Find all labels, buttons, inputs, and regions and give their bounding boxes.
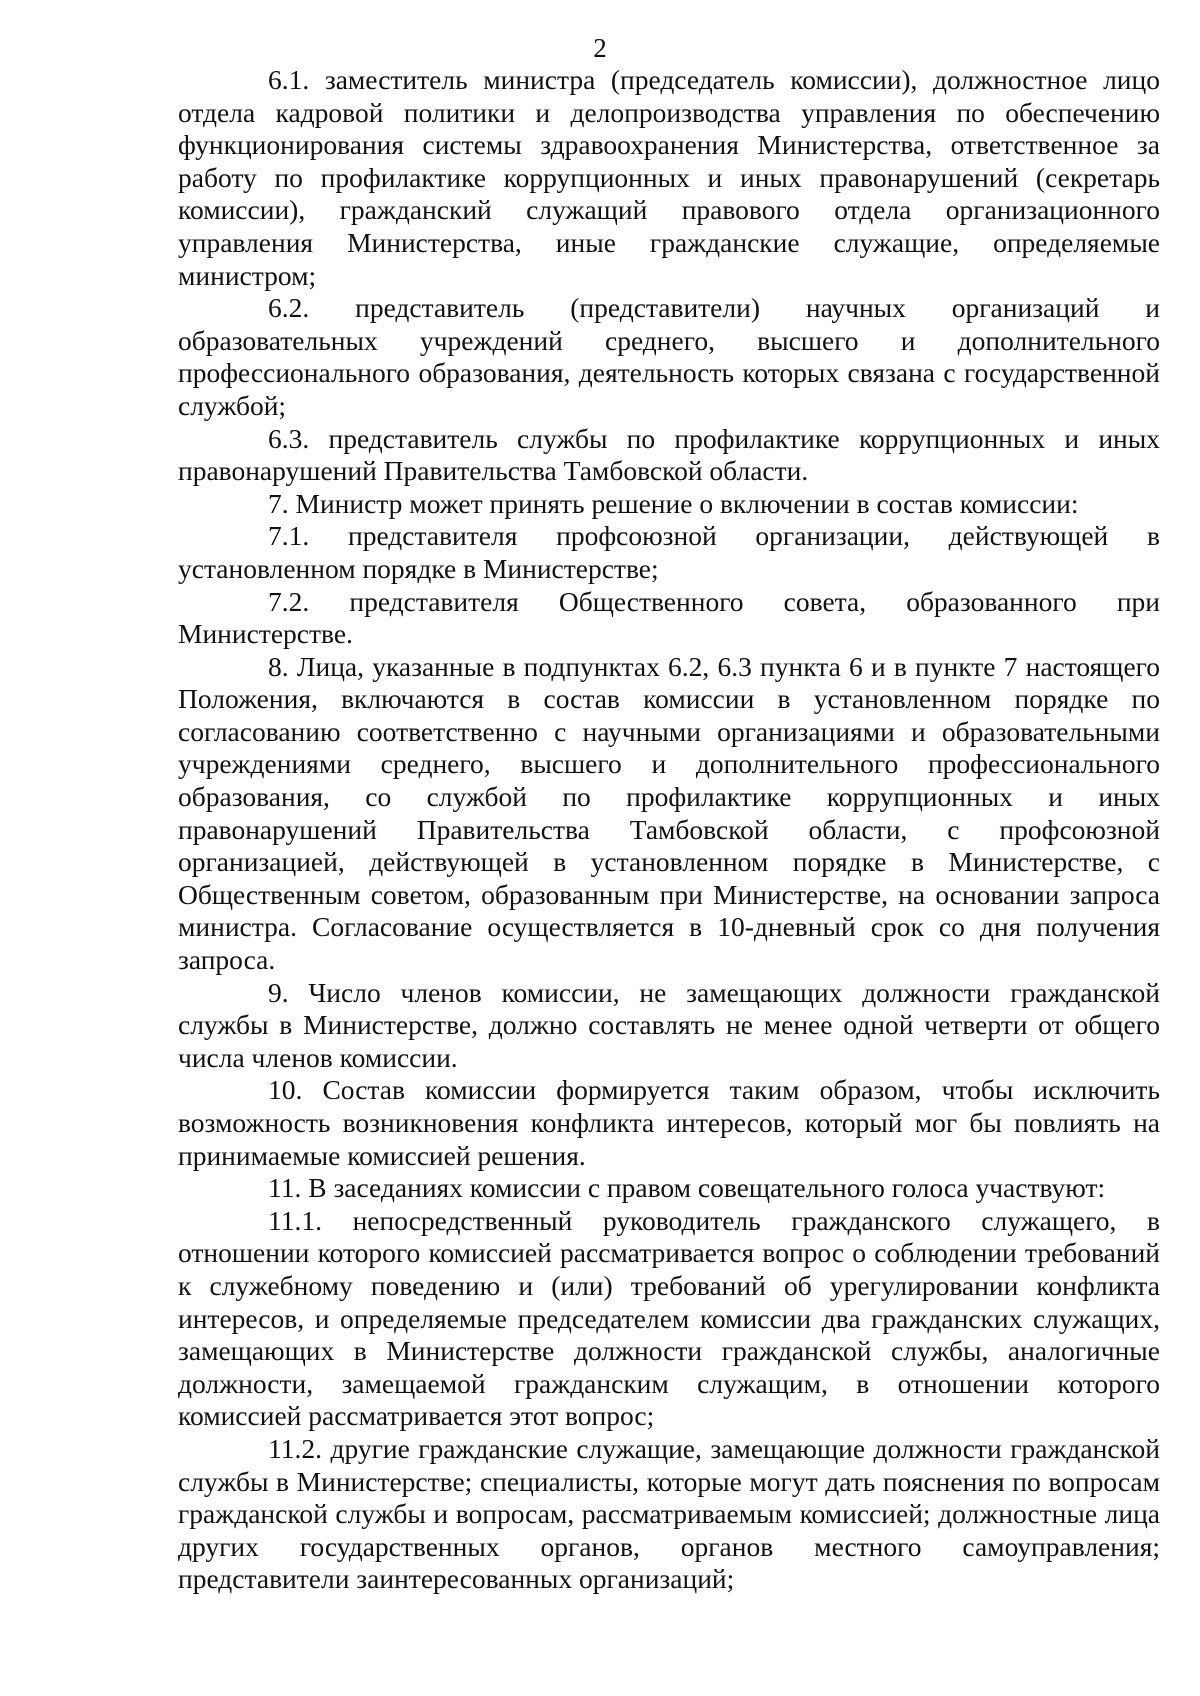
paragraph-6-3: 6.3. представитель службы по профилактике коррупционных и иных правонарушений Правительства Тамбовской области. bbox=[178, 422, 1160, 487]
paragraph-9: 9. Число членов комиссии, не замещающих должности гражданской службы в Министерстве, должно составлять не менее одной четверти от общего числа членов комиссии. bbox=[178, 976, 1160, 1073]
paragraph-11-1: 11.1. непосредственный руководитель гражданского служащего, в отношении которого комиссией рассматривается вопрос о соблюдении требований к служебному поведению и (или) требований об урегулировании конфликта интересов, и определяемые председателем комиссии два гражданских служащих, замещающих в Министерстве должности гражданской службы, аналогичные должности, замещаемой гражданским служащим, в отношении которого комиссией рассматривается этот вопрос; bbox=[178, 1204, 1160, 1432]
paragraph-7: 7. Министр может принять решение о включении в состав комиссии: bbox=[268, 487, 1079, 519]
paragraph-6-2: 6.2. представитель (представители) научных организаций и образовательных учреждений среднего, высшего и дополнительного профессионального образования, деятельность которых связана с государственной службой; bbox=[178, 292, 1160, 421]
paragraph-7-2: 7.2. представителя Общественного совета, образованного при Министерстве. bbox=[178, 585, 1160, 650]
paragraph-6-1: 6.1. заместитель министра (председатель комиссии), должностное лицо отдела кадровой политики и делопроизводства управления по обеспечению функционирования системы здравоохранения Министерства, ответственное за работу по профилактике коррупционных и иных правонарушений (секретарь комиссии), гражданский служащий правового отдела организационного управления Министерства, иные гражданские служащие, определяемые министром; bbox=[178, 64, 1160, 291]
paragraph-11: 11. В заседаниях комиссии с правом совещательного голоса участвуют: bbox=[268, 1172, 1106, 1204]
paragraph-8: 8. Лица, указанные в подпунктах 6.2, 6.3 пункта 6 и в пункте 7 настоящего Положения, включаются в состав комиссии в установленном порядке по согласованию соответственно с научными организациями и образовательными учреждениями среднего, высшего и дополнительного профессионального образования, со службой по профилактике коррупционных и иных правонарушений Правительства Тамбовской области, с профсоюзной организацией, действующей в установленном порядке в Министерстве, с Общественным советом, образованным при Министерстве, на основании запроса министра. Согласование осуществляется в 10-дневный срок со дня получения запроса. bbox=[178, 650, 1160, 976]
paragraph-7-1: 7.1. представителя профсоюзной организации, действующей в установленном порядке в Министерстве; bbox=[178, 520, 1160, 584]
document-body bbox=[178, 64, 1160, 1596]
paragraph-11-2: 11.2. другие гражданские служащие, замещающие должности гражданской службы в Министерстве; специалисты, которые могут дать пояснения по вопросам гражданской службы и вопросам, рассматриваемым комиссией; должностные лица других государственных органов, органов местного самоуправления; представители заинтересованных организаций; bbox=[178, 1432, 1160, 1595]
page-number: 2 bbox=[593, 33, 607, 63]
paragraph-10: 10. Состав комиссии формируется таким образом, чтобы исключить возможность возникновения конфликта интересов, который мог бы повлиять на принимаемые комиссией решения. bbox=[178, 1074, 1160, 1171]
